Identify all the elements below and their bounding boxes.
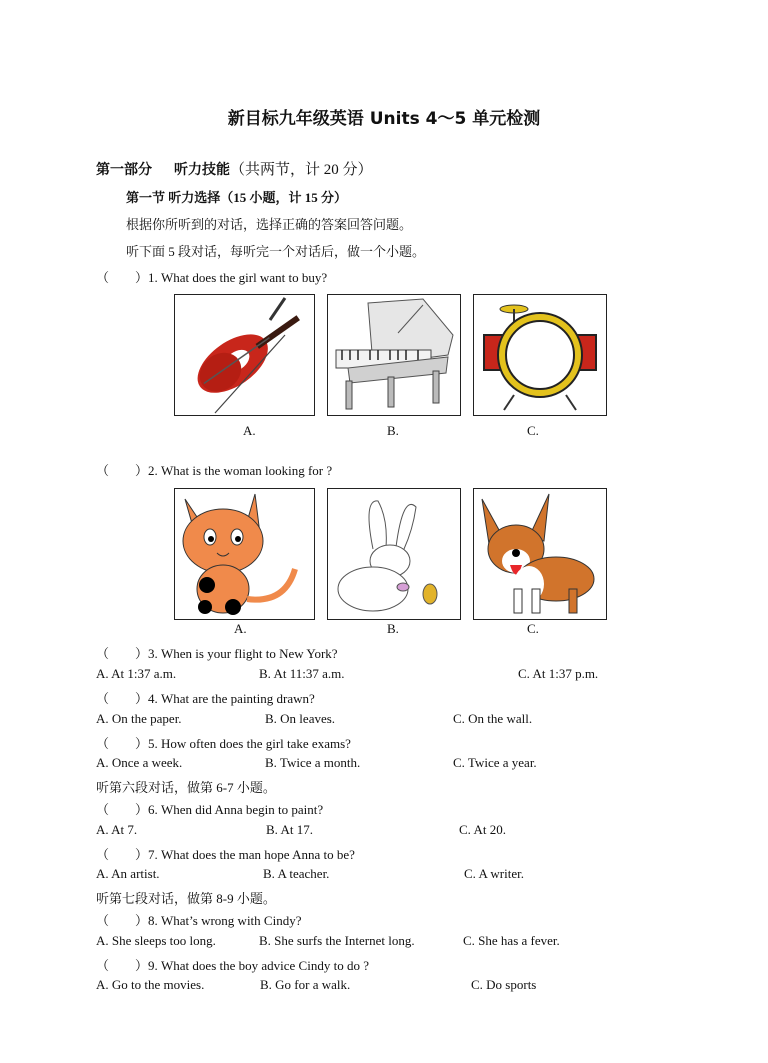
option-b: B. At 17. xyxy=(266,822,313,837)
option-label: C. xyxy=(527,621,539,636)
option-c: C. On the wall. xyxy=(453,711,533,726)
option-b: B. Twice a month. xyxy=(265,755,361,770)
instruction-2: 听下面 5 段对话，每听完一个对话后，做一个小题。 xyxy=(126,244,426,259)
option-a: A. At 1:37 a.m. xyxy=(96,666,177,681)
answer-blank[interactable]: （ ） xyxy=(96,802,149,817)
option-image-violin xyxy=(174,294,315,416)
question-4: （ ）4. What are the painting drawn? xyxy=(96,691,315,706)
rabbit-icon xyxy=(328,489,460,619)
option-b: B. At 11:37 a.m. xyxy=(259,666,345,681)
option-c: C. At 1:37 p.m. xyxy=(518,666,599,681)
answer-blank[interactable]: （ ） xyxy=(96,958,149,973)
option-a: A. Once a week. xyxy=(96,755,183,770)
option-c: C. Twice a year. xyxy=(453,755,537,770)
answer-blank[interactable]: （ ） xyxy=(96,463,149,478)
option-a: A. An artist. xyxy=(96,866,160,881)
cat-icon xyxy=(175,489,314,619)
question-6: （ ）6. When did Anna begin to paint? xyxy=(96,802,324,817)
question-1: （ ）1. What does the girl want to buy? xyxy=(96,270,328,285)
answer-blank[interactable]: （ ） xyxy=(96,913,149,928)
option-b: B. A teacher. xyxy=(263,866,330,881)
question-7: （ ）7. What does the man hope Anna to be? xyxy=(96,847,355,862)
answer-blank[interactable]: （ ） xyxy=(96,736,149,751)
option-image-drum xyxy=(473,294,607,416)
instruction-1: 根据你所听到的对话，选择正确的答案回答问题。 xyxy=(126,217,413,232)
violin-icon xyxy=(175,295,314,415)
option-b: B. Go for a walk. xyxy=(260,977,351,992)
part-skill: 听力技能 xyxy=(174,162,230,178)
option-label: A. xyxy=(243,423,256,438)
option-image-dog xyxy=(473,488,607,620)
question-8: （ ）8. What’s wrong with Cindy? xyxy=(96,913,302,928)
option-c: C. She has a fever. xyxy=(463,933,560,948)
part-heading xyxy=(96,158,373,179)
question-2: （ ）2. What is the woman looking for ? xyxy=(96,463,333,478)
option-a: A. Go to the movies. xyxy=(96,977,205,992)
dog-icon xyxy=(474,489,606,619)
option-a: A. On the paper. xyxy=(96,711,182,726)
option-b: B. She surfs the Internet long. xyxy=(259,933,415,948)
document-title: 新目标九年级英语 Units 4～5 单元检测 xyxy=(227,109,541,129)
part-name: 第一部分 xyxy=(96,162,152,178)
option-label: B. xyxy=(387,621,399,636)
answer-blank[interactable]: （ ） xyxy=(96,270,149,285)
option-image-cat xyxy=(174,488,315,620)
dialog-7-instruction: 听第七段对话，做第 8-9 小题。 xyxy=(96,891,276,906)
piano-icon xyxy=(328,295,460,415)
option-label: A. xyxy=(234,621,247,636)
option-c: C. Do sports xyxy=(471,977,537,992)
part-note: （共两节，计 20 分） xyxy=(230,162,373,178)
question-5: （ ）5. How often does the girl take exams? xyxy=(96,736,351,751)
option-label: C. xyxy=(527,423,539,438)
option-label: B. xyxy=(387,423,399,438)
section-heading: 第一节 听力选择（15 小题，计 15 分） xyxy=(126,190,348,205)
option-c: C. A writer. xyxy=(464,866,524,881)
option-a: A. She sleeps too long. xyxy=(96,933,216,948)
option-c: C. At 20. xyxy=(459,822,506,837)
drum-icon xyxy=(474,295,606,415)
dialog-6-instruction: 听第六段对话，做第 6-7 小题。 xyxy=(96,780,276,795)
answer-blank[interactable]: （ ） xyxy=(96,847,149,862)
question-3: （ ）3. When is your flight to New York? xyxy=(96,646,338,661)
answer-blank[interactable]: （ ） xyxy=(96,646,149,661)
option-image-piano xyxy=(327,294,461,416)
question-9: （ ）9. What does the boy advice Cindy to do ? xyxy=(96,958,369,973)
answer-blank[interactable]: （ ） xyxy=(96,691,149,706)
option-a: A. At 7. xyxy=(96,822,138,837)
option-b: B. On leaves. xyxy=(265,711,336,726)
option-image-rabbit xyxy=(327,488,461,620)
